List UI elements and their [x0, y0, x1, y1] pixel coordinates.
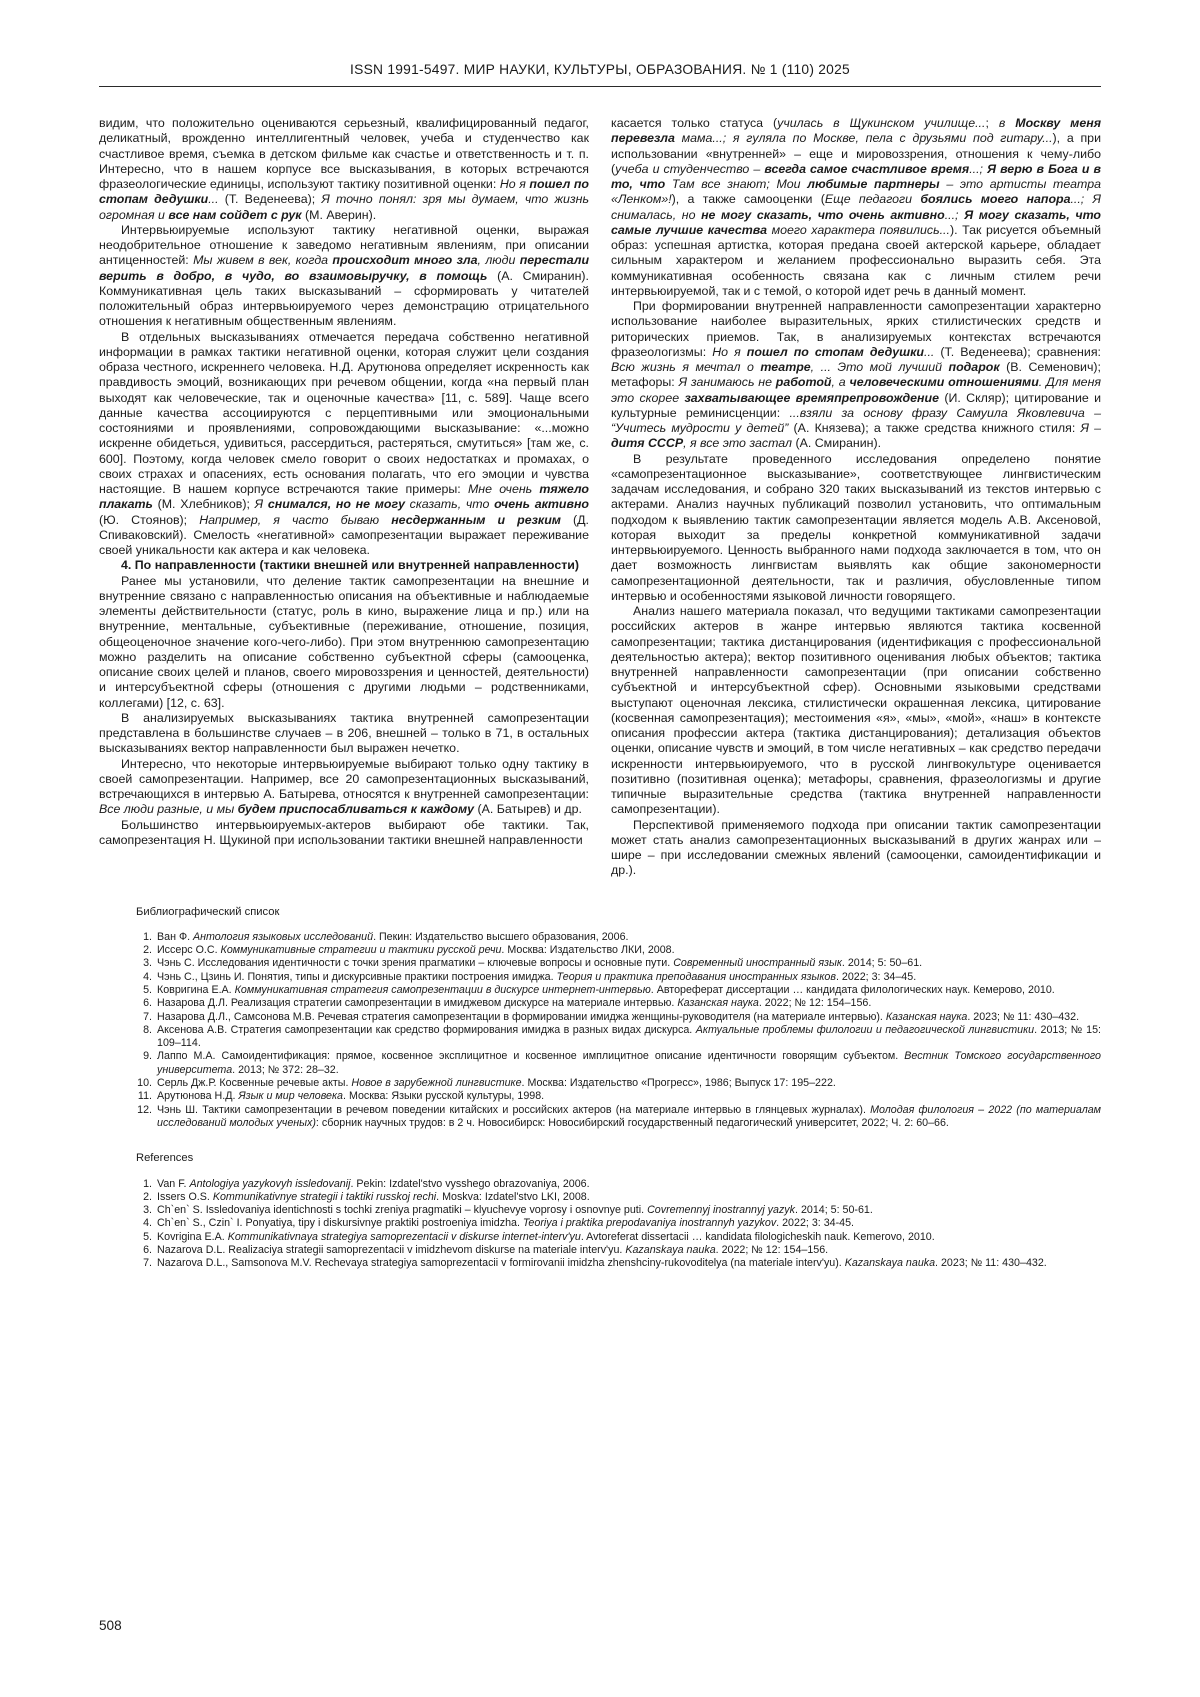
- bibliography-item: 12. Чэнь Ш. Тактики самопрезентации в речевом поведении китайских и российских актеров (на материале интервью в глянцевых журналах). Молодая филология – 2022 (по материалам исследований молодых ученых): сборник научных трудов: в 2 ч. Новосибирск: Новосибирский государственный педагогический университет, 2022; Ч. 2: 60–66.: [99, 1104, 1101, 1131]
- article-body: [99, 116, 1101, 879]
- reference-item: 1. Van F. Antologiya yazykovyh issledovanij. Pekin: Izdatel'stvo vysshego obrazovaniya, 2006.: [99, 1178, 1101, 1191]
- item-number: 5.: [143, 983, 152, 996]
- item-number: 3.: [143, 957, 152, 970]
- item-number: 10.: [137, 1077, 152, 1090]
- item-number: 12.: [137, 1103, 152, 1116]
- bibliography-item: 10. Серль Дж.Р. Косвенные речевые акты. Новое в зарубежной лингвистике. Москва: Издательство «Прогресс», 1986; Выпуск 17: 195–222.: [99, 1077, 1101, 1090]
- bibliography-item: 11. Арутюнова Н.Д. Язык и мир человека. Москва: Языки русской культуры, 1998.: [99, 1090, 1101, 1103]
- item-number: 3.: [143, 1204, 152, 1217]
- bibliography-item: 7. Назарова Д.Л., Самсонова М.В. Речевая стратегия самопрезентации в формировании имиджа женщины-руководителя (на материале интервью). Казанская наука. 2023; № 11: 430–432.: [99, 1011, 1101, 1024]
- item-number: 2.: [143, 1190, 152, 1203]
- item-number: 9.: [143, 1050, 152, 1063]
- paragraph: В результате проведенного исследования определено понятие «самопрезентационное высказывание», соответствующее лингвистическим задачам исследования, и собрано 320 таких высказываний из текстов интервью с актерами. Анализ научных публикаций позволил установить, что оптимальным подходом к выявлению тактик самопрезентации является модель А.В. Аксеновой, которая выходит за пределы конкретной коммуникативной задачи интервьюируемого. Ценность выбранного нами подхода заключается в том, что он дает возможность лингвистам выявлять как общие закономерности самопрезентационной деятельности, так и различия, обусловленные типом интервью и особенностями языковой личности говорящего.: [611, 451, 1101, 603]
- item-number: 6.: [143, 1244, 152, 1257]
- paragraph: Перспективой применяемого подхода при описании тактик самопрезентации может стать анализ самопрезентационных высказываний в других жанрах или – шире – при исследовании смежных явлений (самооценки, самоидентификации и др.).: [611, 817, 1101, 878]
- item-number: 11.: [137, 1090, 152, 1103]
- page-header: [0, 0, 1200, 87]
- item-number: 7.: [143, 1257, 152, 1270]
- paragraph: Большинство интервьюируемых-актеров выбирают обе тактики. Так, самопрезентация Н. Щукиной при использовании тактики внешней направленности: [99, 817, 589, 847]
- item-number: 2.: [143, 944, 152, 957]
- item-number: 6.: [143, 997, 152, 1010]
- item-number: 8.: [143, 1023, 152, 1036]
- bibliography-section: [99, 906, 1101, 1131]
- item-number: 4.: [143, 970, 152, 983]
- reference-item: 4. Ch`en` S., Czin` I. Ponyatiya, tipy i diskursivnye praktiki postroeniya imidzha. Teoriya i praktika prepodavaniya inostrannyh yazykov. 2022; 3: 34-45.: [99, 1217, 1101, 1230]
- left-column: [99, 116, 589, 879]
- references-list: [99, 1178, 1101, 1271]
- item-number: 5.: [143, 1230, 152, 1243]
- bibliography-list: [99, 931, 1101, 1130]
- right-column: [611, 116, 1101, 879]
- header-divider: [99, 86, 1101, 87]
- paragraph: В анализируемых высказываниях тактика внутренней самопрезентации представлена в большинстве случаев – в 206, внешней – только в 71, в остальных высказываниях вектор направленности был выражен нечетко.: [99, 710, 589, 756]
- bibliography-item: 9. Лаппо М.А. Самоидентификация: прямое, косвенное эксплицитное и косвенное имплицитное описание идентичности говорящим субъектом. Вестник Томского государственного университета. 2013; № 372: 28–32.: [99, 1050, 1101, 1077]
- reference-item: 3. Ch`en` S. Issledovaniya identichnosti s tochki zreniya pragmatiki – klyuchevye voprosy i osnovnye puti. Covremennyj inostrannyj yazyk. 2014; 5: 50-61.: [99, 1204, 1101, 1217]
- reference-item: 6. Nazarova D.L. Realizaciya strategii samoprezentacii v imidzhevom diskurse na materiale interv'yu. Kazanskaya nauka. 2022; № 12: 154–156.: [99, 1244, 1101, 1257]
- reference-item: 7. Nazarova D.L., Samsonova M.V. Rechevaya strategiya samoprezentacii v formirovanii imidzha zhenshciny-rukovoditelya (na materiale interv'yu). Kazanskaya nauka. 2023; № 11: 430–432.: [99, 1257, 1101, 1270]
- bibliography-item: 1. Ван Ф. Антология языковых исследований. Пекин: Издательство высшего образования, 2006.: [99, 931, 1101, 944]
- paragraph: Анализ нашего материала показал, что ведущими тактиками самопрезентации российских актеров в жанре интервью являются тактика косвенной самопрезентации; тактика дистанцирования (идентификация с профессиональной деятельностью актера); вектор позитивного оценивания любых объектов; тактика внутренней направленности самопрезентации (при описании собственно субъектной и интерсубъектной сфер). Основными языковыми средствами выступают оценочная лексика, стилистически окрашенная лексика, цитирование (косвенная самопрезентация); местоимения «я», «мы», «мой», «наш» в контексте описания профессии актера (тактика дистанцирования); детализация объектов оценки, описание чувств и эмоций, в том числе негативных – как средство передачи искренности интервьюируемого, что в русской лингвокультуре оценивается позитивно (позитивная оценка); метафоры, сравнения, фразеологизмы и другие типичные выразительные средства (тактика внутренней направленности самопрезентации).: [611, 604, 1101, 817]
- bibliography-item: 2. Иссерс О.С. Коммуникативные стратегии и тактики русской речи. Москва: Издательство ЛКИ, 2008.: [99, 944, 1101, 957]
- references-section: [99, 1152, 1101, 1270]
- paragraph: При формировании внутренней направленности самопрезентации характерно использование наиболее выразительных, ярких стилистических средств и риторических приемов. Так, в анализируемых контекстах встречаются фразеологизмы: Но я пошел по стопам дедушки... (Т. Веденеева); сравнения: Всю жизнь я мечтал о театре, ... Это мой лучший подарок (В. Семенович); метафоры: Я занимаюсь не работой, а человеческими отношениями. Для меня это скорее захватывающее времяпрепровождение (И. Скляр); цитирование и культурные реминисценции: ...взяли за основу фразу Самуила Яковлевича – “Учитесь мудрости у детей” (А. Князева); а также средства книжного стиля: Я – дитя СССР, я все это застал (А. Смиранин).: [611, 299, 1102, 451]
- bibliography-item: 8. Аксенова А.В. Стратегия самопрезентации как средство формирования имиджа в разных видах дискурса. Актуальные проблемы филологии и педагогической лингвистики. 2013; № 15: 109–114.: [99, 1024, 1101, 1051]
- section-heading: 4. По направленности (тактики внешней или внутренней направленности): [121, 558, 580, 573]
- bibliography-item: 4. Чэнь С., Цзинь И. Понятия, типы и дискурсивные практики построения имиджа. Теория и практика преподавания иностранных языков. 2022; 3: 34–45.: [99, 971, 1101, 984]
- item-number: 4.: [143, 1217, 152, 1230]
- paragraph: Интересно, что некоторые интервьюируемые выбирают только одну тактику в своей самопрезентации. Например, все 20 самопрезентационных высказываний, встречающихся в интервью А. Батырева, относятся к внутренней самопрезентации: Все люди разные, и мы будем приспосабливаться к каждому (А. Батырев) и др.: [99, 756, 589, 817]
- paragraph: В отдельных высказываниях отмечается передача собственно негативной информации в рамках тактики негативной оценки, которая служит цели создания образа честного, искреннего человека. Н.Д. Арутюнова определяет искренность как правдивость эмоций, возникающих при речевом общении, когда «на первый план выходят как человеческие, так и оценочные качества» [11, с. 589]. Чаще всего данные качества ассоциируются с перцептивными или эмоциональными состояниями и проявлениями, сопровождающими высказывание: «...можно искренне обидеться, удивиться, рассердиться, растеряться, смутиться» [там же, с. 600]. Поэтому, когда человек смело говорит о своих недостатках и промахах, о своих страхах и опасениях, есть основания полагать, что его эмоции и чувства настоящие. В нашем корпусе встречаются такие примеры: Мне очень тяжело плакать (М. Хлебников); Я снимался, но не могу сказать, что очень активно (Ю. Стоянов); Например, я часто бываю несдержанным и резким (Д. Спиваковский). Смелость «негативной» самопрезентации выражает переживание своей уникальности как актера и как человека.: [99, 329, 589, 557]
- bibliography-item: 6. Назарова Д.Л. Реализация стратегии самопрезентации в имиджевом дискурсе на материале интервью. Казанская наука. 2022; № 12: 154–156.: [99, 997, 1101, 1010]
- reference-item: 5. Kovrigina E.A. Kommunikativnaya strategiya samoprezentacii v diskurse internet-interv'yu. Avtoreferat dissertacii … kandidata filologicheskih nauk. Kemerovo, 2010.: [99, 1231, 1101, 1244]
- paragraph: видим, что положительно оцениваются серьезный, квалифицированный педагог, деликатный, врожденно интеллигентный человек, учеба и студенчество как счастливое время, съемка в детском фильме как счастье и ответственность и т. п. Интересно, что в нашем корпусе все высказывания, в которых встречаются фразеологические единицы, используют тактику позитивной оценки: Но я пошел по стопам дедушки... (Т. Веденеева); Я точно понял: зря мы думаем, что жизнь огромная и все нам сойдет с рук (М. Аверин).: [99, 116, 589, 222]
- references-title: References: [136, 1152, 194, 1165]
- journal-issn-title: ISSN 1991-5497. МИР НАУКИ, КУЛЬТУРЫ, ОБРАЗОВАНИЯ. № 1 (110) 2025: [350, 62, 850, 77]
- reference-item: 2. Issers O.S. Kommunikativnye strategii i taktiki russkoj rechi. Moskva: Izdatel'stvo LKI, 2008.: [99, 1191, 1101, 1204]
- item-number: 1.: [143, 930, 152, 943]
- paragraph: касается только статуса (училась в Щукинском училище...; в Москву меня перевезла мама...; я гуляла по Москве, пела с друзьями под гитару...), а при использовании «внутренней» – еще и мировоззрения, отношения к чему-либо (учеба и студенчество – всегда самое счастливое время...; Я верю в Бога и в то, что Там все знают; Мои любимые партнеры – это артисты театра «Ленком»!), а также самооценки (Еще педагоги боялись моего напора...; Я снималась, но не могу сказать, что очень активно...; Я могу сказать, что самые лучшие качества моего характера появились...). Так рисуется объемный образ: успешная артистка, которая предана своей актерской карьере, обладает сильным характером и желанием профессионально выразить себя. Эта коммуникативная особенность связана как с личным стилем речи интервьюируемой, так и с темой, о которой идет речь в данный момент.: [611, 116, 1102, 298]
- item-number: 1.: [143, 1177, 152, 1190]
- page-number: 508: [99, 1618, 122, 1633]
- paragraph: Ранее мы установили, что деление тактик самопрезентации на внешние и внутренние связано с направленностью описания на объективные и наблюдаемые элементы действительности (статус, роль в кино, выражение лица и пр.) или на внутренние, ментальные, субъективные (переживание, отношение, позиция, общеоценочное значение кого-чего-либо). При этом внутреннюю самопрезентацию можно разделить на описание собственно субъектной сферы (самооценка, описание своих целей и планов, своего мировоззрения и ценностей, деятельности) и интерсубъектной сферы (отношения с другими людьми – родственниками, коллегами) [12, с. 63].: [99, 573, 589, 710]
- item-number: 7.: [143, 1010, 152, 1023]
- bibliography-title: Библиографический список: [136, 905, 280, 918]
- paragraph: Интервьюируемые используют тактику негативной оценки, выражая неодобрительное отношение к заведомо негативным явлениям, при описании антиценностей: Мы живем в век, когда происходит много зла, люди перестали верить в добро, в чудо, во взаимовыручку, в помощь (А. Смиранин). Коммуникативная цель таких высказываний – сформировать у читателей положительный образ интервьюируемого через демонстрацию отрицательного отношения к негативным общественным явлениям.: [99, 222, 590, 329]
- bibliography-item: 3. Чэнь С. Исследования идентичности с точки зрения прагматики – ключевые вопросы и основные пути. Современный иностранный язык. 2014; 5: 50–61.: [99, 957, 1101, 970]
- bibliography-item: 5. Ковригина Е.А. Коммуникативная стратегия самопрезентации в дискурсе интернет-интервью. Автореферат диссертации … кандидата филологических наук. Кемерово, 2010.: [99, 984, 1101, 997]
